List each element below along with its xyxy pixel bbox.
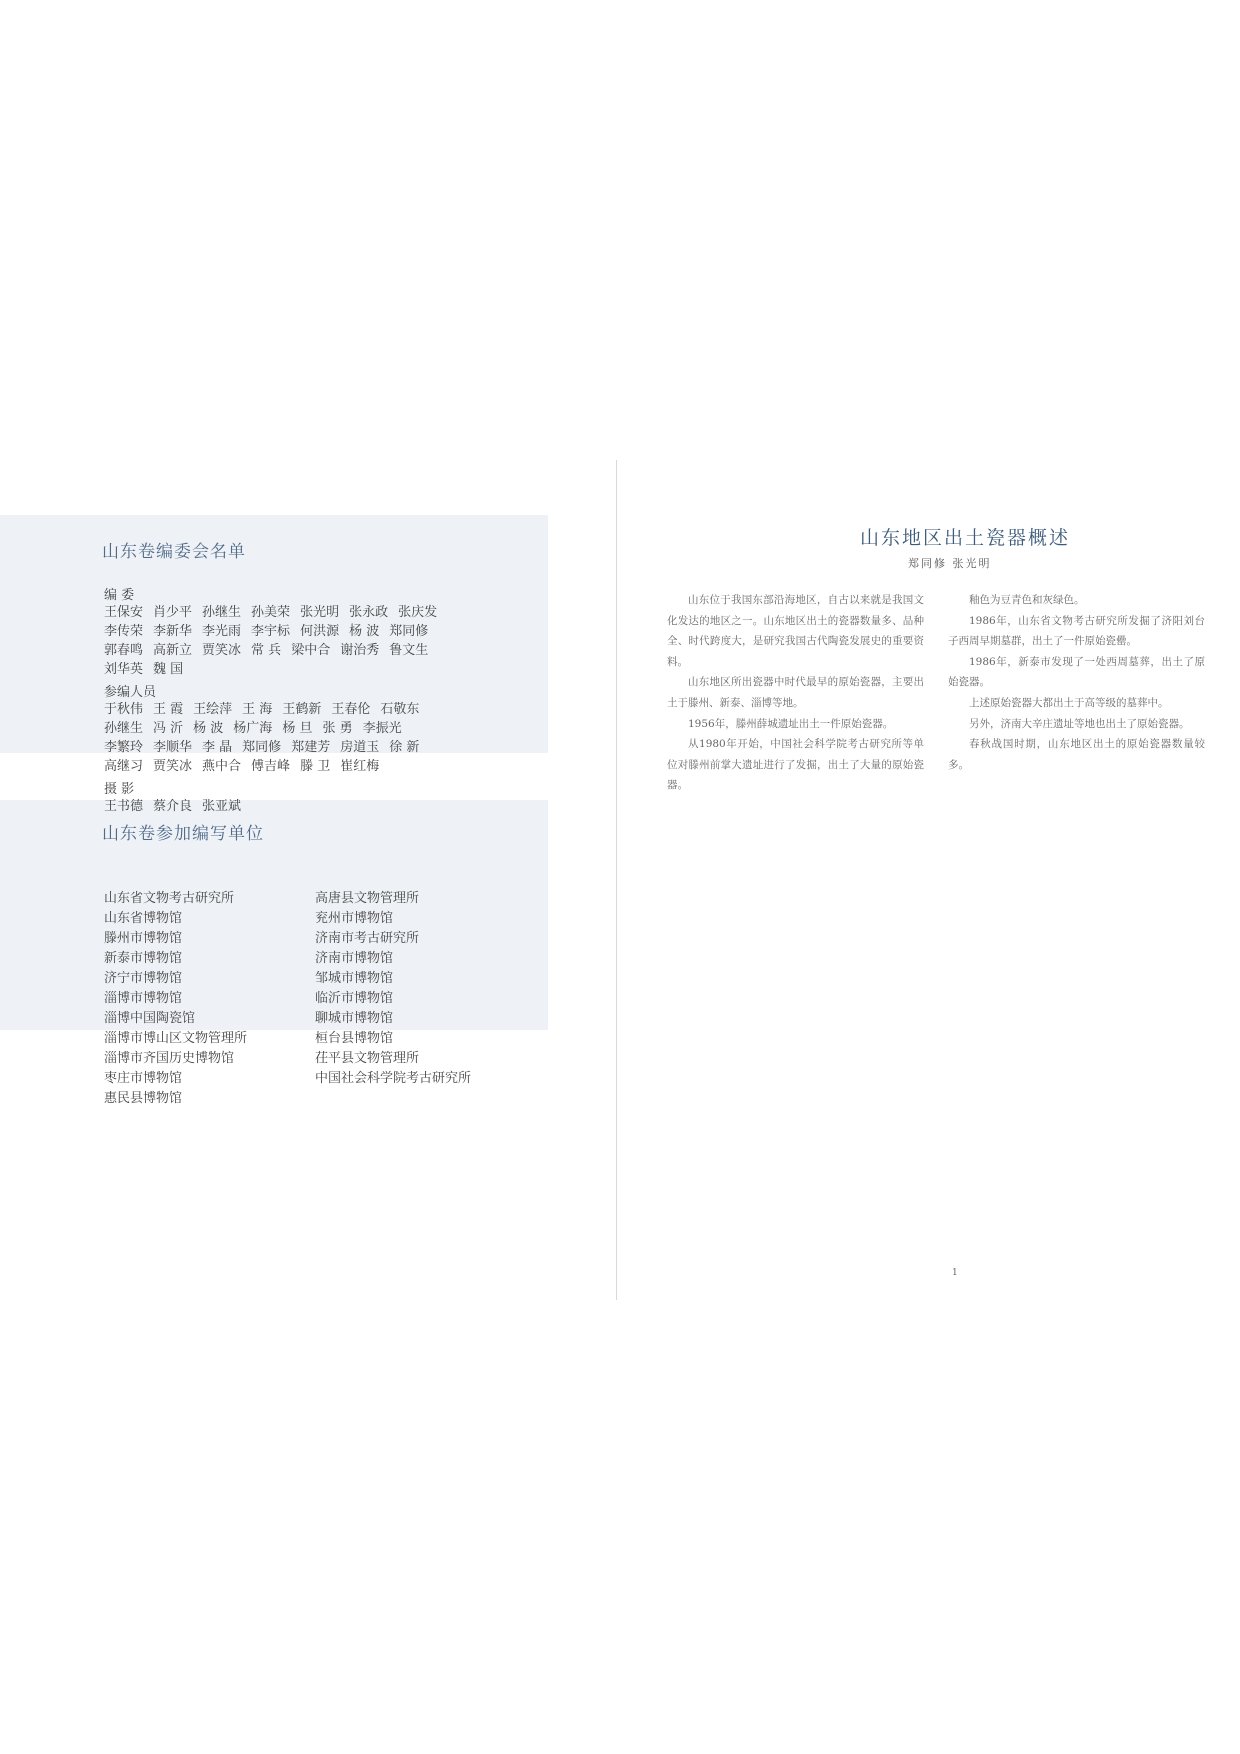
article-paragraph: 1986年，新泰市发现了一处西周墓葬，出土了原始瓷器。 — [948, 655, 1205, 689]
editors-row — [104, 622, 437, 641]
editors-name: 贾笑冰 — [202, 643, 242, 658]
participants-name: 石敬东 — [380, 702, 420, 717]
page-fold — [616, 460, 617, 1300]
participants-name: 李繁玲 — [104, 740, 144, 755]
editors-name: 孙继生 — [202, 605, 242, 620]
editors-name: 李光雨 — [202, 624, 242, 639]
participants-row — [104, 719, 437, 738]
editors-name: 李传荣 — [104, 624, 144, 639]
unit-item: 中国社会科学院考古研究所 — [315, 1071, 472, 1086]
editors-name: 张永政 — [349, 605, 389, 620]
unit-item: 枣庄市博物馆 — [104, 1071, 183, 1086]
participants-name: 冯 沂 — [153, 721, 184, 736]
editors-name: 魏 国 — [153, 662, 184, 677]
unit-item: 聊城市博物馆 — [315, 1011, 394, 1026]
participants-label: 参编人员 — [104, 685, 157, 700]
editors-name: 谢治秀 — [340, 643, 380, 658]
participants-name: 王鹤新 — [282, 702, 322, 717]
unit-item: 邹城市博物馆 — [315, 971, 394, 986]
editors-name: 张光明 — [300, 605, 340, 620]
photo-list — [104, 797, 437, 816]
participants-name: 王绘萍 — [193, 702, 233, 717]
editors-row — [104, 660, 437, 679]
committee-heading: 山东卷编委会名单 — [102, 542, 246, 562]
article-paragraph: 釉色为豆青色和灰绿色。 — [969, 594, 1085, 606]
editors-name: 杨 波 — [349, 624, 380, 639]
units-left-column — [104, 889, 247, 1109]
article-column-2 — [948, 590, 1205, 1180]
editors-name: 郭春鸣 — [104, 643, 144, 658]
editors-name: 郑同修 — [389, 624, 429, 639]
participants-name: 郑同修 — [242, 740, 282, 755]
participants-name: 李振光 — [362, 721, 402, 736]
unit-item: 高唐县文物管理所 — [315, 891, 420, 906]
committee-list — [104, 582, 437, 816]
participants-row — [104, 700, 437, 719]
unit-item: 淄博市博山区文物管理所 — [104, 1031, 248, 1046]
unit-item: 新泰市博物馆 — [104, 951, 183, 966]
participants-name: 徐 新 — [389, 740, 420, 755]
editors-name: 高新立 — [153, 643, 193, 658]
editors-name: 常 兵 — [251, 643, 282, 658]
editors-name: 王保安 — [104, 605, 144, 620]
editors-name: 何洪源 — [300, 624, 340, 639]
participants-name: 王 霞 — [153, 702, 184, 717]
article-paragraph: 1986年，山东省文物考古研究所发掘了济阳刘台子西周早期墓群，出土了一件原始瓷罍。 — [948, 614, 1205, 648]
participants-name: 贾笑冰 — [153, 759, 193, 774]
participants-name: 杨 旦 — [282, 721, 313, 736]
participants-list — [104, 700, 437, 776]
unit-item: 兖州市博物馆 — [315, 911, 394, 926]
article-column-1 — [667, 590, 924, 1255]
article-authors: 郑同修 张光明 — [908, 557, 992, 570]
participants-name: 崔红梅 — [340, 759, 380, 774]
participants-name: 王春伦 — [331, 702, 371, 717]
article-paragraph: 春秋战国时期，山东地区出土的原始瓷器数量较多。 — [948, 738, 1205, 771]
editors-list — [104, 603, 437, 679]
unit-item: 济宁市博物馆 — [104, 971, 183, 986]
participants-row — [104, 757, 437, 776]
photographer-name: 王书德 — [104, 799, 144, 814]
article-paragraph: 上述原始瓷器大都出土于高等级的墓葬中。 — [969, 696, 1169, 709]
unit-item: 淄博市齐国历史博物馆 — [104, 1051, 235, 1066]
unit-item: 山东省文物考古研究所 — [104, 891, 235, 906]
editors-name: 李新华 — [153, 624, 193, 639]
unit-item: 山东省博物馆 — [104, 911, 183, 926]
participants-name: 杨 波 — [193, 721, 224, 736]
participants-name: 张 勇 — [322, 721, 353, 736]
article-paragraph: 另外，济南大辛庄遗址等地也出土了原始瓷器。 — [969, 717, 1190, 730]
participants-name: 于秋伟 — [104, 702, 144, 717]
editors-name: 张庆发 — [398, 605, 438, 620]
page-number: 1 — [952, 1268, 958, 1278]
editors-row — [104, 603, 437, 622]
photo-label: 摄 影 — [104, 782, 135, 797]
editors-name: 鲁文生 — [389, 643, 429, 658]
unit-item: 淄博中国陶瓷馆 — [104, 1011, 196, 1026]
participants-name: 杨广海 — [233, 721, 273, 736]
units-heading: 山东卷参加编写单位 — [102, 824, 264, 844]
participants-name: 房道玉 — [340, 740, 380, 755]
editors-name: 李宇标 — [251, 624, 291, 639]
participants-name: 燕中合 — [202, 759, 242, 774]
unit-item: 济南市考古研究所 — [315, 931, 420, 946]
article-title: 山东地区出土瓷器概述 — [860, 527, 1071, 549]
unit-item: 淄博市博物馆 — [104, 991, 183, 1006]
article-paragraph: 山东位于我国东部沿海地区，自古以来就是我国文化发达的地区之一。山东地区出土的瓷器数量多、品种全、时代跨度大，是研究我国古代陶瓷发展史的重要资料。 — [667, 594, 924, 668]
article-paragraph: 1956年，滕州薛城遗址出土一件原始瓷器。 — [688, 717, 894, 730]
participants-name: 王 海 — [242, 702, 273, 717]
editors-row — [104, 641, 437, 660]
unit-item: 滕州市博物馆 — [104, 931, 183, 946]
editors-label: 编 委 — [104, 588, 135, 603]
participants-name: 李顺华 — [153, 740, 193, 755]
editors-name: 刘华英 — [104, 662, 144, 677]
participants-name: 高继习 — [104, 759, 144, 774]
photographer-name: 蔡介良 — [153, 799, 193, 814]
participants-row — [104, 738, 437, 757]
participants-name: 孙继生 — [104, 721, 144, 736]
article-paragraph: 山东地区所出瓷器中时代最早的原始瓷器，主要出土于滕州、新泰、淄博等地。 — [667, 676, 924, 709]
unit-item: 茌平县文物管理所 — [315, 1051, 420, 1066]
participants-name: 李 晶 — [202, 740, 233, 755]
photo-row — [104, 797, 437, 816]
participants-name: 郑建芳 — [291, 740, 331, 755]
unit-item: 临沂市博物馆 — [315, 991, 394, 1006]
unit-item: 惠民县博物馆 — [104, 1091, 183, 1106]
participants-name: 傅吉峰 — [251, 759, 291, 774]
article-paragraph: 从1980年开始，中国社会科学院考古研究所等单位对滕州前掌大遗址进行了发掘，出土了大量的原始瓷器。 — [667, 738, 924, 792]
photographer-name: 张亚斌 — [202, 799, 242, 814]
editors-name: 孙美荣 — [251, 605, 291, 620]
units-right-column — [315, 889, 471, 1089]
editors-name: 肖少平 — [153, 605, 193, 620]
unit-item: 桓台县博物馆 — [315, 1031, 394, 1046]
participants-name: 滕 卫 — [300, 759, 331, 774]
unit-item: 济南市博物馆 — [315, 951, 394, 966]
editors-name: 梁中合 — [291, 643, 331, 658]
